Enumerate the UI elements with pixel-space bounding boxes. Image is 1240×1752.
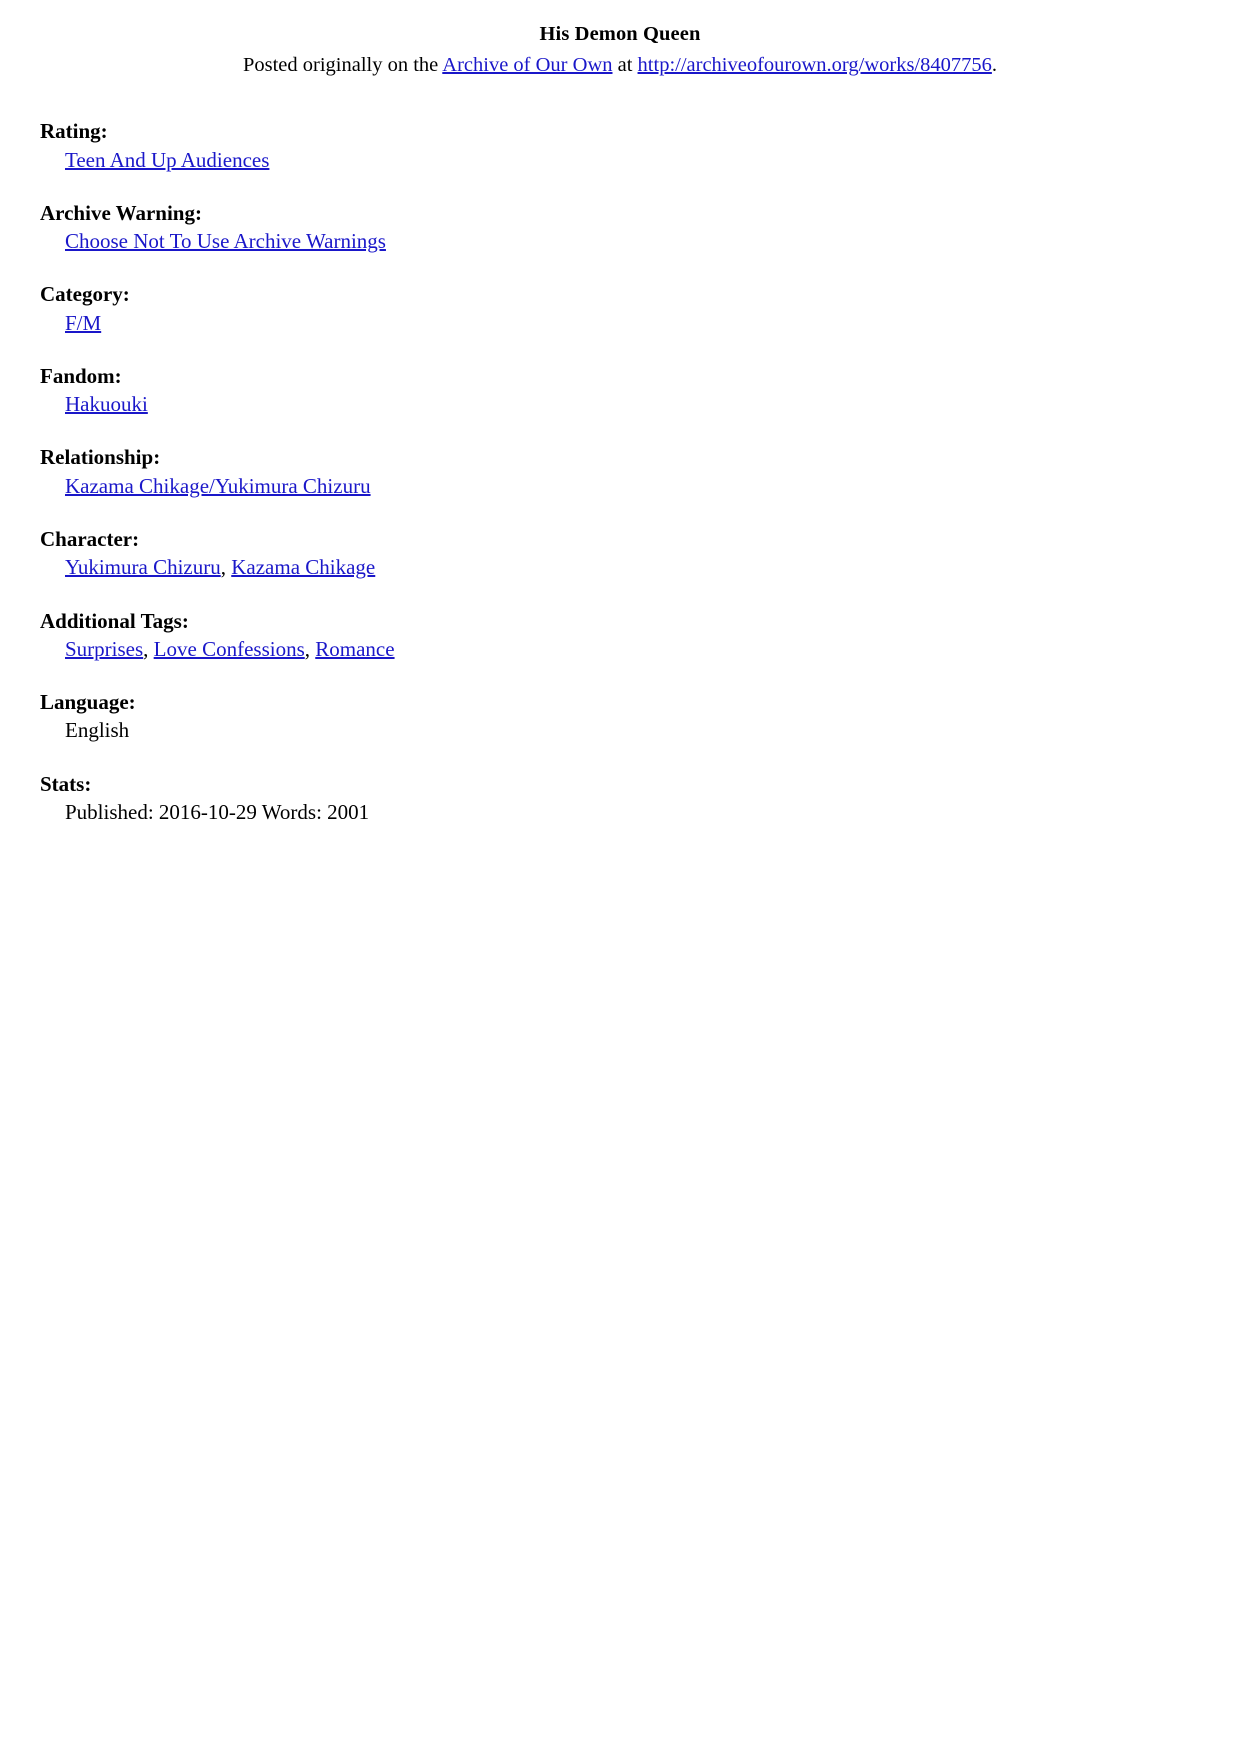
metadata-block	[40, 281, 1200, 337]
metadata-tag-link[interactable]: F/M	[65, 310, 102, 335]
metadata-tag-link[interactable]: Hakuouki	[65, 392, 148, 417]
metadata-values	[40, 391, 1200, 418]
metadata-values	[40, 147, 1200, 174]
metadata-values	[40, 636, 1200, 663]
metadata-tag-link[interactable]: Kazama Chikage	[231, 555, 376, 580]
metadata-block	[40, 118, 1200, 174]
metadata-block	[40, 526, 1200, 582]
posted-middle-text: at	[617, 53, 633, 76]
metadata-block	[40, 771, 1200, 827]
posted-suffix-text: .	[991, 53, 998, 76]
metadata-block	[40, 689, 1200, 745]
metadata-block	[40, 444, 1200, 500]
metadata-separator: ,	[143, 636, 154, 661]
metadata-tag-link[interactable]: Choose Not To Use Archive Warnings	[65, 229, 386, 254]
metadata-values	[40, 554, 1200, 581]
metadata-separator: ,	[220, 555, 232, 580]
metadata-label: Stats:	[40, 771, 92, 796]
metadata-values	[40, 310, 1200, 337]
posting-attribution	[40, 52, 1200, 79]
metadata-label: Archive Warning:	[40, 200, 202, 225]
metadata-separator: ,	[304, 636, 316, 661]
metadata-tag-link[interactable]: Love Confessions	[153, 636, 305, 661]
metadata-label: Language:	[40, 690, 136, 715]
metadata-label: Rating:	[40, 119, 108, 144]
posted-prefix-text: Posted originally on the	[242, 53, 439, 76]
metadata-block	[40, 363, 1200, 419]
metadata-tag-link[interactable]: Kazama Chikage/Yukimura Chizuru	[65, 473, 371, 498]
metadata-block	[40, 608, 1200, 664]
page-title: His Demon Queen	[539, 23, 701, 45]
metadata-values	[40, 228, 1200, 255]
metadata-label: Relationship:	[40, 445, 161, 470]
metadata-values	[40, 799, 1200, 826]
metadata-value-text: Published: 2016-10-29 Words: 2001	[65, 799, 370, 824]
metadata-block	[40, 200, 1200, 256]
metadata-label: Category:	[40, 282, 130, 307]
metadata-values	[40, 717, 1200, 744]
metadata-label: Additional Tags:	[40, 608, 189, 633]
metadata-tag-link[interactable]: Romance	[315, 636, 395, 661]
metadata-tag-link[interactable]: Teen And Up Audiences	[65, 147, 270, 172]
metadata-label: Character:	[40, 527, 140, 551]
metadata-tag-link[interactable]: Yukimura Chizuru	[65, 555, 221, 580]
metadata-tag-link[interactable]: Surprises	[65, 636, 144, 661]
metadata-label: Fandom:	[40, 363, 122, 388]
archive-of-our-own-link[interactable]: Archive of Our Own	[442, 53, 613, 76]
work-metadata	[40, 118, 1200, 826]
metadata-value-text: English	[65, 718, 130, 743]
metadata-values	[40, 473, 1200, 500]
work-url-link[interactable]: http://archiveofourown.org/works/8407756	[637, 53, 992, 76]
